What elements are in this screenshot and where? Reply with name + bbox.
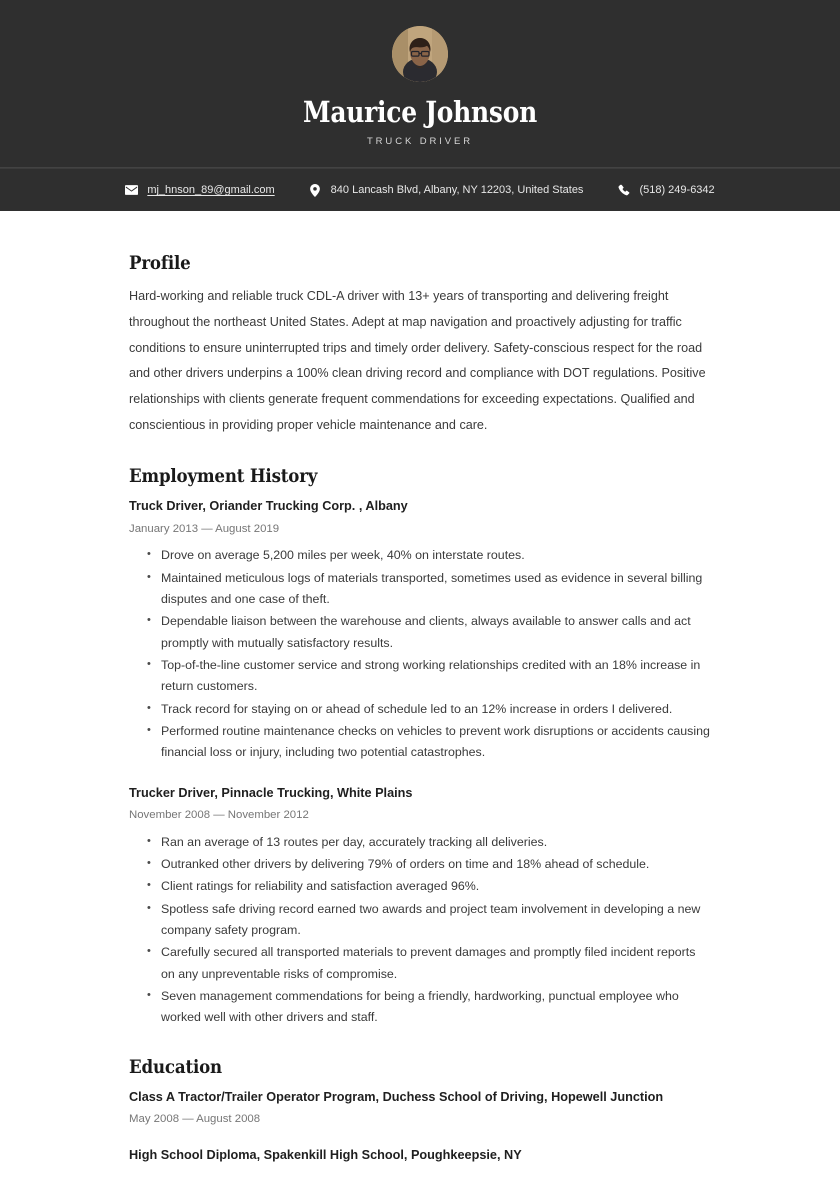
list-item: • Performed routine maintenance checks on vehicles to prevent work disruptions or accidents causing financial loss or injury, including two potential catastrophes. — [129, 721, 712, 764]
section-employment-history — [129, 466, 712, 1028]
profile-photo-icon — [392, 26, 448, 82]
envelope-icon — [125, 184, 138, 197]
list-item: • Carefully secured all transported materials to prevent damages and promptly filed incident reports on any unpreventable risks of compromise. — [129, 942, 712, 985]
resume-body — [0, 211, 840, 1164]
list-item: • Seven management commendations for being a friendly, hardworking, punctual employee who worked well with other drivers and staff. — [129, 986, 712, 1029]
list-item: • Outranked other drivers by delivering 79% of orders on time and 18% ahead of schedule. — [129, 854, 712, 875]
section-title-employment: Employment History — [129, 466, 318, 488]
contact-bar — [0, 168, 840, 211]
address-text: 840 Lancash Blvd, Albany, NY 12203, United States — [330, 183, 584, 196]
phone-text: (518) 249-6342 — [639, 183, 715, 196]
contact-address — [309, 184, 584, 197]
list-item: • Dependable liaison between the warehouse and clients, always available to answer calls and act promptly with mutually satisfactory results. — [129, 611, 712, 654]
profile-summary-text: Hard-working and reliable truck CDL-A driver with 13+ years of transporting and delivering freight throughout the northeast United States. Adept at map navigation and proactively adjusting for traffic conditions to ensure uninterrupted trips and timely order delivery. Safety-conscious respect for the road and other drivers underpins a 100% clean driving record and compliance with DOT regulations. Positive relationships with clients generate frequent commendations for exceeding expectations. Qualified and conscientious in providing proper vehicle maintenance and care. — [129, 289, 706, 432]
resume-header — [0, 0, 840, 168]
employment-entry-date: November 2008 — November 2012 — [129, 809, 309, 822]
list-item: • Spotless safe driving record earned two awards and project team involvement in developing a new company safety program. — [129, 899, 712, 942]
avatar — [392, 26, 448, 82]
employment-entry — [129, 497, 712, 763]
job-title: TRUCK DRIVER — [366, 136, 474, 148]
education-entry — [129, 1088, 712, 1128]
education-entry-title: High School Diploma, Spakenkill High School, Poughkeepsie, NY — [129, 1147, 522, 1162]
education-entry-title: Class A Tractor/Trailer Operator Program, Duchess School of Driving, Hopewell Junction — [129, 1089, 664, 1104]
employment-entry-title: Truck Driver, Oriander Trucking Corp. , Albany — [129, 499, 408, 514]
map-pin-icon — [309, 184, 322, 197]
contact-email[interactable] — [125, 184, 274, 197]
employment-entry-title: Trucker Driver, Pinnacle Trucking, White Plains — [129, 785, 413, 800]
list-item: • Maintained meticulous logs of materials transported, sometimes used as evidence in several billing disputes and one case of theft. — [129, 568, 712, 611]
employment-entry-bullets — [129, 832, 712, 1029]
contact-phone — [617, 184, 714, 197]
section-title-education: Education — [129, 1056, 222, 1078]
section-profile — [129, 253, 712, 438]
email-link[interactable]: mj_hnson_89@gmail.com — [147, 183, 275, 196]
list-item: • Track record for staying on or ahead of schedule led to an 12% increase in orders I delivered. — [129, 699, 712, 720]
list-item: • Client ratings for reliability and satisfaction averaged 96%. — [129, 876, 712, 897]
employment-entry — [129, 784, 712, 1029]
section-education — [129, 1057, 712, 1164]
list-item: • Drove on average 5,200 miles per week, 40% on interstate routes. — [129, 545, 712, 566]
list-item: • Top-of-the-line customer service and strong working relationships credited with an 18% increase in return customers. — [129, 655, 712, 698]
page-title: Maurice Johnson — [303, 95, 537, 129]
employment-entry-date: January 2013 — August 2019 — [129, 522, 280, 535]
education-entry-date: May 2008 — August 2008 — [129, 1112, 261, 1125]
section-title-profile: Profile — [129, 253, 191, 275]
employment-entry-bullets — [129, 545, 712, 763]
list-item: • Ran an average of 13 routes per day, accurately tracking all deliveries. — [129, 832, 712, 853]
phone-icon — [617, 184, 630, 197]
education-entry — [129, 1146, 712, 1164]
